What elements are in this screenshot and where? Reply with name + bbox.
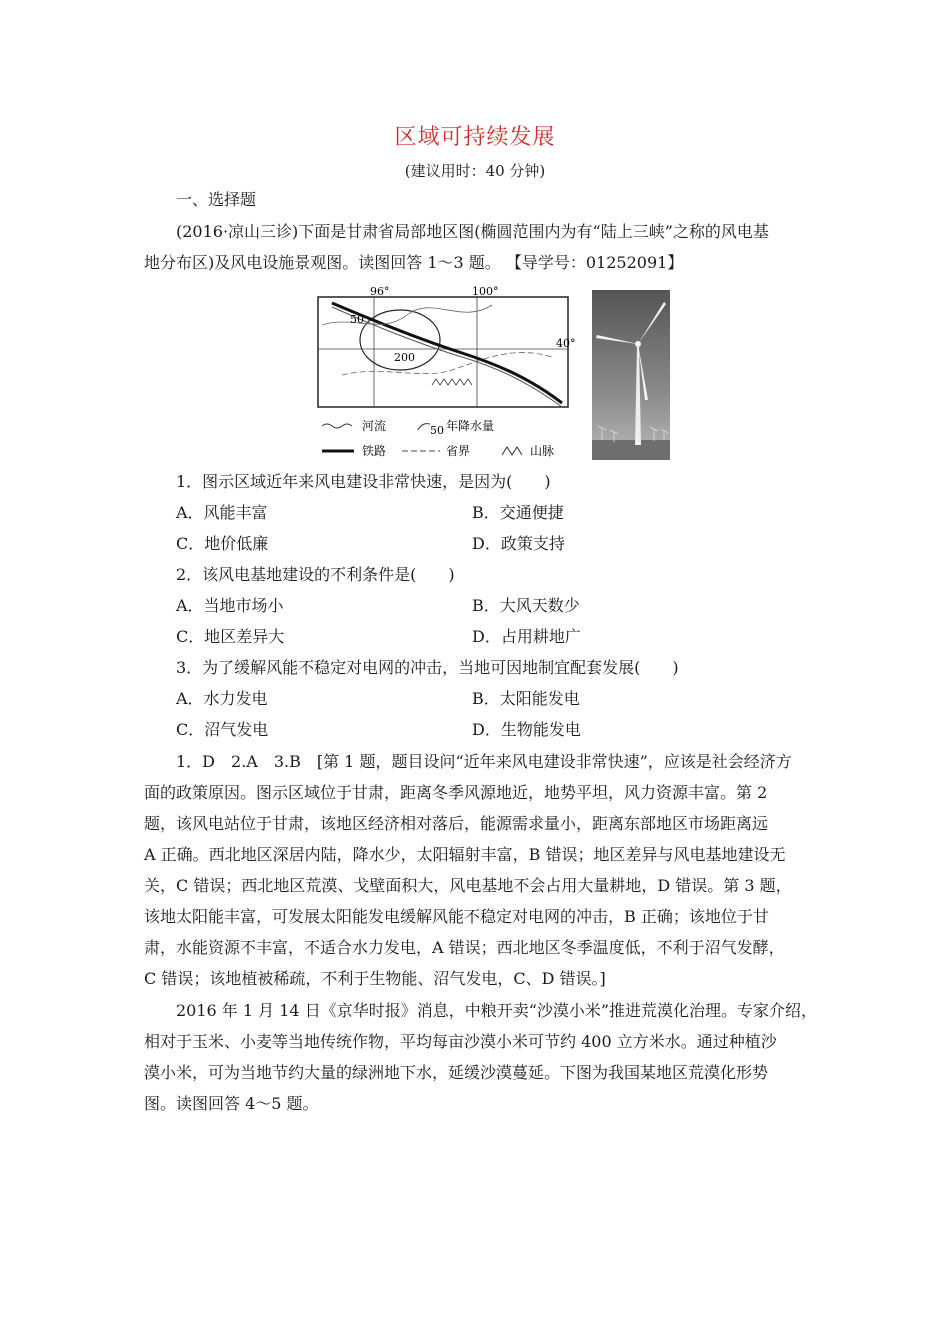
wind-turbine-photo [592, 290, 670, 460]
legend-precip: 年降水量 [446, 419, 495, 433]
intro2-line-4: 图。读图回答 4～5 题。 [144, 1094, 319, 1113]
answer-line-5: 关，C 错误；西北地区荒漠、戈壁面积大，风电基地不会占用大量耕地，D 错误。第 3 题， [144, 876, 792, 895]
isohyet-50-label: 50 [350, 313, 364, 326]
intro2-line-1: 2016 年 1 月 14 日《京华时报》消息，中粮开卖“沙漠小米”推进荒漠化治理。专家介绍， [176, 1001, 818, 1020]
intro1-line1: (2016·凉山三诊)下面是甘肃省局部地区图(椭圆范围内为有“陆上三峡”之称的风电基 [176, 222, 769, 241]
legend-river-icon [322, 424, 352, 428]
answer-line-4: A 正确。西北地区深居内陆，降水少，太阳辐射丰富，B 错误；地区差异与风电基地建设无 [144, 845, 786, 864]
suggested-time: (建议用时：40 分钟) [404, 162, 546, 180]
answer-line-8: C 错误；该地植被稀疏，不利于生物能、沼气发电，C、D 错误。] [144, 969, 606, 988]
railway-line [332, 303, 562, 403]
question-2-option-a: A．当地市场小 [176, 596, 284, 615]
answer-line-6: 该地太阳能丰富，可发展太阳能发电缓解风能不稳定对电网的冲击，B 正确；该地位于甘 [144, 907, 769, 926]
question-1-option-d: D．政策支持 [472, 534, 565, 553]
question-3-option-b: B．太阳能发电 [472, 689, 580, 708]
question-2-option-c: C．地区差异大 [176, 627, 285, 646]
isohyet-200-label: 200 [394, 351, 415, 364]
mountain-range [432, 379, 472, 385]
question-1-option-a: A．风能丰富 [176, 503, 268, 522]
lat-40-label: 40° [556, 337, 576, 350]
legend-mountain: 山脉 [530, 444, 555, 458]
question-2-stem: 2．该风电基地建设的不利条件是( ) [176, 565, 455, 584]
question-1-option-c: C．地价低廉 [176, 534, 269, 553]
question-2-option-b: B．大风天数少 [472, 596, 580, 615]
answer-line-3: 题，该风电站位于甘肃，该地区经济相对落后，能源需求量小，距离东部地区市场距离远 [144, 814, 769, 833]
province-border [342, 353, 552, 375]
gansu-map-figure [312, 285, 582, 463]
legend-border: 省界 [446, 444, 471, 458]
answer-line-1: 1．D 2.A 3.B [第 1 题，题目设问“近年来风电建设非常快速”，应该是社会经济方 [176, 752, 792, 771]
legend-precip-icon [418, 424, 430, 430]
question-1-stem: 1．图示区域近年来风电建设非常快速，是因为( ) [176, 472, 551, 491]
legend-river: 河流 [362, 419, 387, 433]
question-2-option-d: D．占用耕地广 [472, 627, 581, 646]
page-title: 区域可持续发展 [394, 125, 556, 150]
lon-100-label: 100° [472, 285, 499, 298]
answer-line-2: 面的政策原因。图示区域位于甘肃，距离冬季风源地近，地势平坦，风力资源丰富。第 2 [144, 783, 768, 802]
intro2-line-3: 漠小米，可为当地节约大量的绿洲地下水，延缓沙漠蔓延。下图为我国某地区荒漠化形势 [144, 1063, 769, 1082]
question-3-option-d: D．生物能发电 [472, 720, 581, 739]
legend-mountain-icon [502, 447, 522, 455]
legend-precip-number: 50 [430, 424, 444, 437]
intro1-line2: 地分布区)及风电设施景观图。读图回答 1～3 题。 【导学号：01252091】 [144, 253, 684, 272]
question-1-option-b: B．交通便捷 [472, 503, 564, 522]
legend-railway: 铁路 [362, 444, 387, 458]
question-3-option-c: C．沼气发电 [176, 720, 269, 739]
question-3-option-a: A．水力发电 [176, 689, 268, 708]
intro2-line-2: 相对于玉米、小麦等当地传统作物，平均每亩沙漠小米可节约 400 立方米水。通过种植沙 [144, 1032, 777, 1051]
answer-line-7: 肃，水能资源不丰富，不适合水力发电，A 错误；西北地区冬季温度低，不利于沼气发酵， [144, 938, 785, 957]
question-3-stem: 3．为了缓解风能不稳定对电网的冲击，当地可因地制宜配套发展( ) [176, 658, 679, 677]
lon-96-label: 96° [370, 285, 390, 298]
section-heading: 一、选择题 [176, 190, 257, 209]
